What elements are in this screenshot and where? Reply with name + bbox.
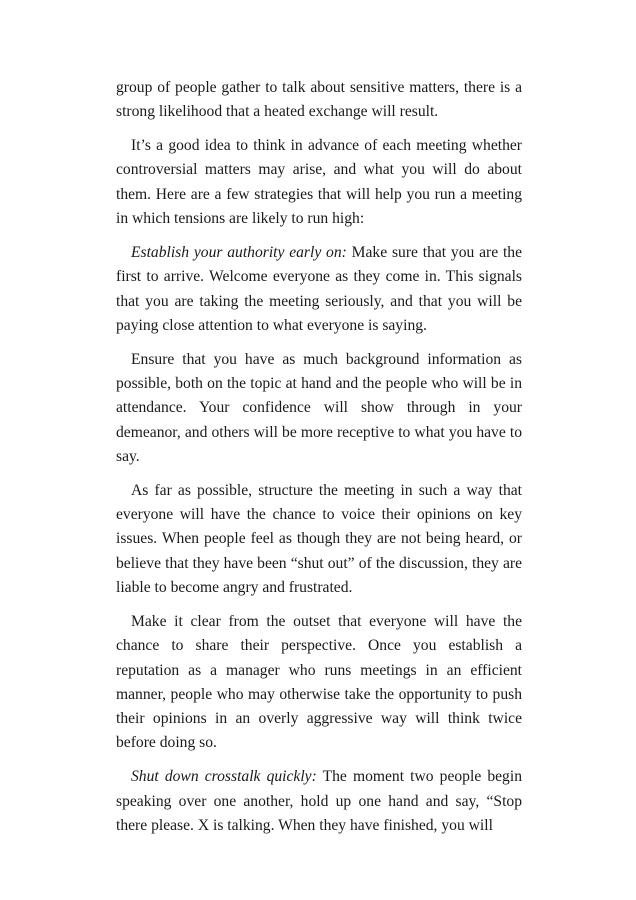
paragraph-text: Make sure that you are the first to arrive. Welcome everyone as they come in. This signals that you are taking the meeting seriously, and that you will be paying close attention to what everyone is saying. xyxy=(116,243,522,334)
paragraph-make-it-clear xyxy=(116,610,522,756)
paragraph-background-info xyxy=(116,348,522,469)
paragraph-continuation xyxy=(116,76,522,125)
strategy-heading: Shut down crosstalk quickly: xyxy=(131,768,317,786)
paragraph-strategies-intro xyxy=(116,134,522,231)
paragraph-text: group of people gather to talk about sensitive matters, there is a strong likelihood that a heated exchange will result. xyxy=(116,79,522,121)
paragraph-text: It’s a good idea to think in advance of each meeting whether controversial matters may arise, and what you will do about them. Here are a few strategies that will help you run a meeting in which tensions are likely to run high: xyxy=(116,137,522,228)
paragraph-text: As far as possible, structure the meeting in such a way that everyone will have the chance to voice their opinions on key issues. When people feel as though they are not being heard, or believe that they have been “shut out” of the discussion, they are liable to become angry and frustrated. xyxy=(116,481,522,597)
strategy-heading: Establish your authority early on: xyxy=(131,243,347,261)
paragraph-text: Make it clear from the outset that everyone will have the chance to share their perspective. Once you establish a reputation as a manager who runs meetings in an efficient manner, people who may otherwise take the opportunity to push their opinions in an overly aggressive way will think twice before doing so. xyxy=(116,612,522,752)
paragraph-establish-authority xyxy=(116,241,522,338)
paragraph-text: Ensure that you have as much background information as possible, both on the topic at hand and the people who will be in attendance. Your confidence will show through in your demeanor, and others will be more receptive to what you have to say. xyxy=(116,350,522,465)
paragraph-structure-meeting xyxy=(116,479,522,600)
paragraph-shut-down-crosstalk xyxy=(116,765,522,838)
document-page xyxy=(116,76,522,848)
paragraph-text: The moment two people begin speaking over one another, hold up one hand and say, “Stop there please. X is talking. When they have finished, you will xyxy=(116,768,522,834)
